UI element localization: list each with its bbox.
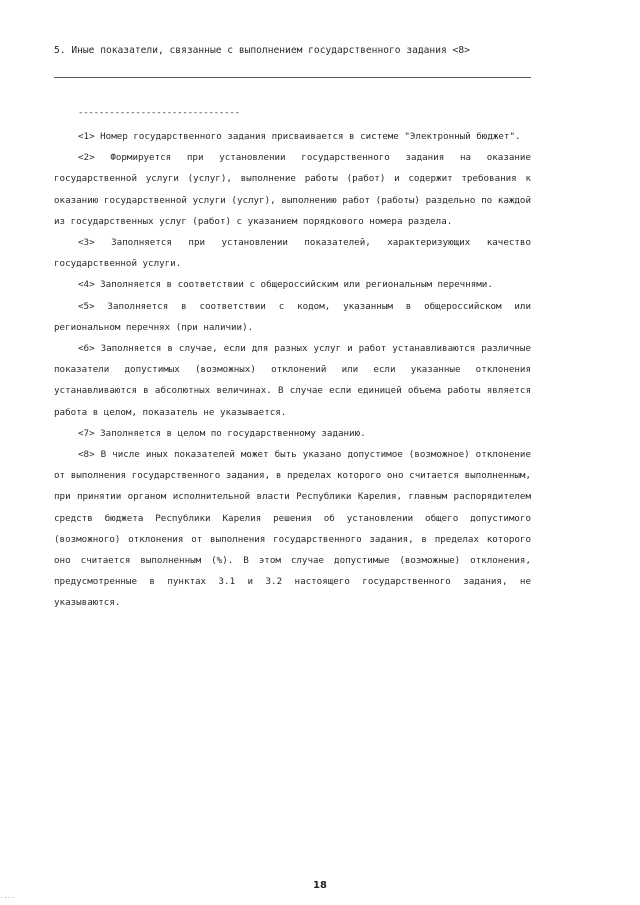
- section-heading: 5. Иные показатели, связанные с выполнением государственного задания <8>: [54, 45, 470, 56]
- footnote-7: <7> Заполняется в целом по государственному заданию.: [78, 427, 366, 439]
- footnote-5: <5> Заполняется в соответствии с кодом, указанным в общероссийском или региональном перечнях (при наличии).: [54, 300, 531, 333]
- footnote-8: <8> В числе иных показателей может быть указано допустимое (возможное) отклонение от выполнения государственного задания, в пределах которого оно считается выполненным, при принятии органом исполнительной власти Республики Карелия, главным распорядителем средств бюджета Республики Карелия решения об установлении общего допустимого (возможного) отклонения от выполнения государственного задания, в пределах которого оно считается выполненным (%). В этом случае допустимые (возможные) отклонения, предусмотренные в пунктах 3.1 и 3.2 настоящего государственного задания, не указываются.: [54, 449, 531, 609]
- footnote-separator: -------------------------------: [78, 108, 240, 118]
- horizontal-rule: [54, 77, 531, 78]
- footnote-6: <6> Заполняется в случае, если для разных услуг и работ устанавливаются различные показатели допустимых (возможных) отклонений или если указанные отклонения устанавливаются в абсолютных величинах. В случае если единицей объема работы является работа в целом, показатель не указывается.: [54, 343, 531, 418]
- footnote-1: <1> Номер государственного задания присваивается в системе "Электронный бюджет".: [78, 131, 521, 142]
- scan-mark: ....: [0, 893, 15, 900]
- footnote-4: <4> Заполняется в соответствии с общероссийским или региональным перечнями.: [78, 279, 493, 291]
- footnote-2: <2> Формируется при установлении государственного задания на оказание государственной услуги (услуг), выполнение работы (работ) и содержит требования к оказанию государственной услуги (услуг), выполнению работ (работы) раздельно по каждой из государственных услуг (работ) с указанием порядкового номера раздела.: [54, 152, 531, 227]
- footnotes-list: [54, 126, 531, 614]
- page-number: 18: [313, 880, 327, 891]
- footnote-3: <3> Заполняется при установлении показателей, характеризующих качество государственной услуги.: [54, 237, 531, 270]
